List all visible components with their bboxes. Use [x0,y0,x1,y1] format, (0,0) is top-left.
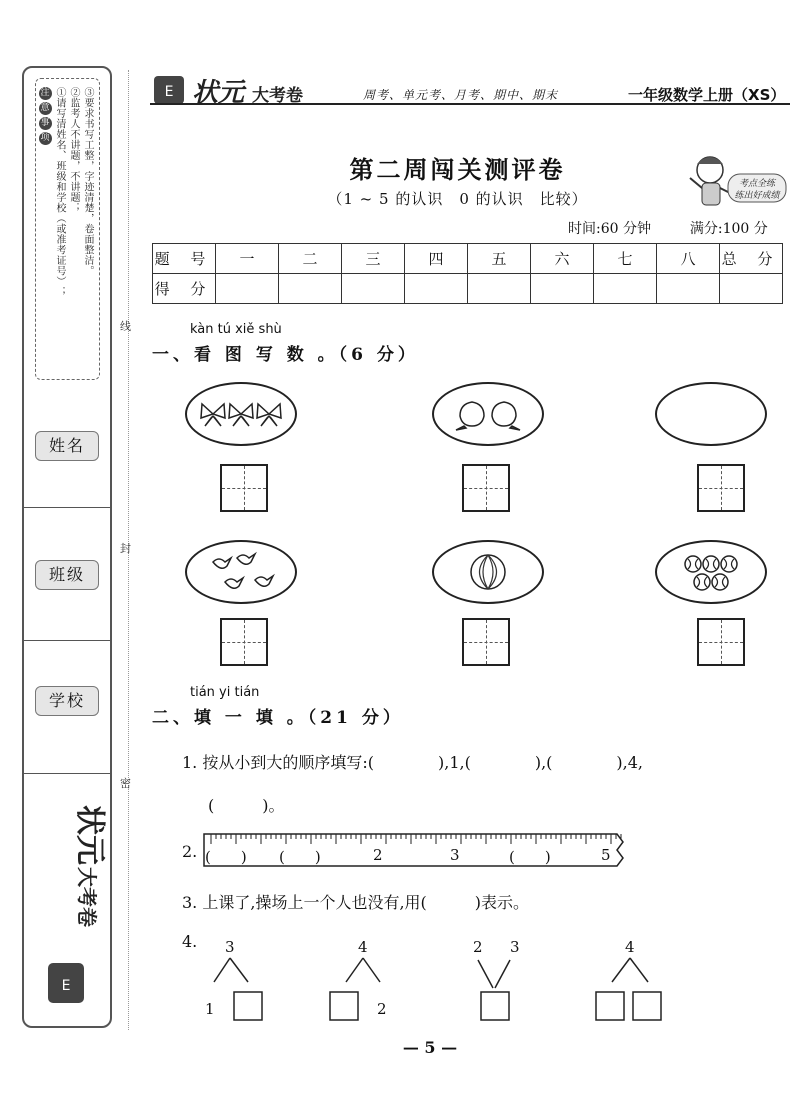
svg-text:大考卷: 大考卷 [252,86,303,106]
time-info [568,218,768,238]
picture-oval-empty [655,382,767,446]
table-cell: 六 [531,244,594,274]
score-input-cell[interactable] [720,274,783,304]
cut-mark: 密 [120,777,131,790]
ruler-mark: 3 [450,846,460,864]
answer-box[interactable] [697,464,745,512]
ruler-mark: 5 [601,846,611,864]
score-input-cell[interactable] [279,274,342,304]
table-cell: 一 [216,244,279,274]
ruler-mark[interactable]: ( ) [509,848,551,866]
peach-icon [434,384,542,444]
exam-full-score: 满分:100 分 [689,221,768,237]
mascot-icon [680,148,790,218]
svg-text:状元: 状元 [192,78,245,108]
note-1: ①请写清姓名、班级和学校（或准考证号）； [54,87,65,297]
section2-pinyin: tián yi tián [190,685,260,700]
svg-text:状元: 状元 [72,805,107,865]
section1-pinyin: kàn tú xiě shù [190,322,282,337]
notes-title-char: 意 [40,103,50,113]
answer-box[interactable] [220,464,268,512]
ruler-mark: 2 [373,846,383,864]
bird-icon [187,542,295,602]
svg-text:E: E [164,84,174,100]
table-cell: 七 [594,244,657,274]
bond-right: 3 [510,938,520,956]
notes-title-char: 事 [40,118,50,128]
page-number: — 5 — [402,1038,458,1057]
score-table [152,243,783,304]
svg-text:练出好成绩: 练出好成绩 [734,191,780,201]
question-3[interactable]: 3. 上课了,操场上一个人也没有,用( )表示。 [182,893,530,912]
answer-box[interactable] [462,618,510,666]
score-input-cell[interactable] [342,274,405,304]
exam-time: 时间:60 分钟 [568,221,651,237]
sidebar-divider [22,507,112,508]
picture-oval-birds [185,540,297,604]
answer-box[interactable] [462,464,510,512]
question-2-label: 2. [182,842,198,861]
table-cell: 得 分 [153,274,216,304]
picture-oval-peaches [432,382,544,446]
question-4-label: 4. [182,932,198,951]
bond-top: 4 [358,938,368,956]
ball-icon [657,542,765,602]
picture-oval-balls [655,540,767,604]
question-1[interactable]: 1. 按从小到大的顺序填写:( ),1,( ),( ),4, [182,753,643,772]
section2-title: 二、填 一 填 。（21 分） [152,708,404,728]
svg-text:E: E [61,978,71,994]
score-input-cell[interactable] [531,274,594,304]
table-cell: 总 分 [720,244,783,274]
section1-title: 一、看 图 写 数 。（6 分） [152,345,419,365]
bond-top: 4 [625,938,635,956]
bond-right: 2 [377,1000,387,1018]
note-3: ③要求书写工整，字迹清楚，卷面整洁。 [82,87,93,276]
name-label: 姓名 [35,431,99,461]
cut-mark: 封 [120,542,131,555]
notes-title [38,87,52,145]
question-1-continued[interactable]: ( )。 [208,796,285,815]
bond-left: 1 [205,1000,215,1018]
score-input-cell[interactable] [216,274,279,304]
sidebar-divider [22,640,112,641]
bond-left: 2 [473,938,483,956]
sidebar-divider [22,773,112,774]
score-input-cell[interactable] [594,274,657,304]
score-table-score-row [153,274,783,304]
table-cell: 题 号 [153,244,216,274]
bond-top: 3 [225,938,235,956]
notes-title-char: 注 [40,88,50,98]
ruler-mark[interactable]: ( ) [205,848,247,866]
exam-subtitle: （1 ~ 5 的认识 0 的认识 比较） [327,190,588,208]
school-label: 学校 [35,686,99,716]
table-cell: 五 [468,244,531,274]
exam-title: 第二周闯关测评卷 [349,155,566,184]
header-tagline: 周考、单元考、月考、期中、期末 [363,88,559,102]
table-cell: 八 [657,244,720,274]
ruler-mark[interactable]: ( ) [279,848,321,866]
score-table-header-row [153,244,783,274]
score-input-cell[interactable] [657,274,720,304]
answer-box[interactable] [697,618,745,666]
score-input-cell[interactable] [468,274,531,304]
class-label: 班级 [35,560,99,590]
note-2: ②监考人不讲题，不讲题； [68,87,79,213]
answer-box[interactable] [220,618,268,666]
picture-oval-butterflies [185,382,297,446]
notes-box [35,78,100,380]
ruler [203,830,631,870]
butterfly-icon [187,384,295,444]
picture-oval-watermelon [432,540,544,604]
header-rule [150,103,790,105]
score-input-cell[interactable] [405,274,468,304]
svg-text:考点全练: 考点全练 [738,179,776,189]
svg-text:大考卷: 大考卷 [75,867,99,927]
grade-label: 一年级数学上册（XS） [628,86,786,104]
notes-title-char: 项 [40,133,50,143]
watermelon-icon [434,542,542,602]
table-cell: 二 [279,244,342,274]
number-bonds [190,930,690,1030]
cut-mark: 线 [120,320,131,333]
sidebar-brand-logo [40,795,107,1015]
table-cell: 三 [342,244,405,274]
table-cell: 四 [405,244,468,274]
